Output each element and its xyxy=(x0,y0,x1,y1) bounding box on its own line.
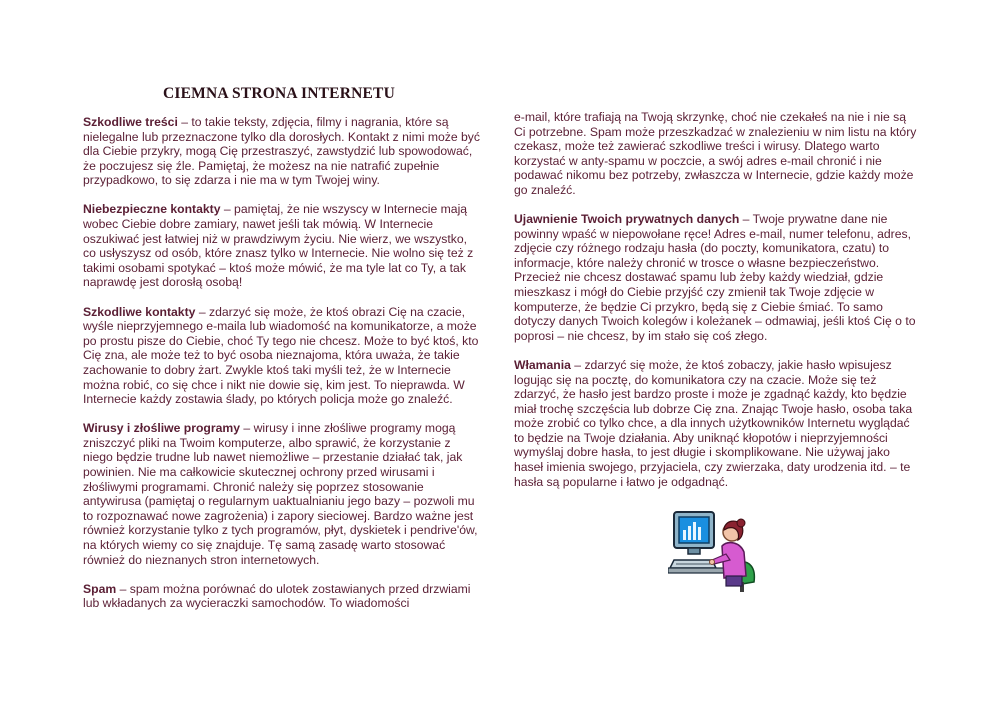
paragraph-text: – pamiętaj, że nie wszyscy w Internecie mają wobec Ciebie dobre zamiary, nawet jeśli tak mówią. W Internecie oszukiwać jest łatwiej niż w prawdziwym życiu. Nie wierz, we wszystko, co usłyszysz od osób, które znasz tylko w Internecie. Nie wolno się też z takimi osobami spotykać – ktoś może mówić, że ma tyle lat co Ty, a tak naprawdę jest dorosłą osobą! xyxy=(83,202,474,290)
paragraph-private-data xyxy=(514,212,919,343)
right-column xyxy=(514,110,919,504)
paragraph-text: e-mail, które trafiają na Twoją skrzynkę, choć nie czekałeś na nie i nie są Ci potrzebne. Spam może przeszkadzać w znalezieniu w nim listu na który czekasz, może też zawierać szkodliwe treści i wirusy. Dlatego warto korzystać w anty-spamu w poczcie, a swój adres e-mail chronić i nie podawać nikomu bez potrzeby, zwłaszcza w Internecie, gdzie każdy może go znaleźć. xyxy=(514,110,917,197)
paragraph-heading: Szkodliwe treści xyxy=(83,115,178,129)
paragraph-heading: Szkodliwe kontakty xyxy=(83,304,196,319)
computer-user-clipart-icon xyxy=(668,502,760,594)
paragraph-dangerous-contacts xyxy=(83,202,483,290)
paragraph-text: – wirusy i inne złośliwe programy mogą zniszczyć pliki na Twoim komputerze, albo sprawić, że korzystanie z niego będzie trudne lub nawet niemożliwe – przestanie działać tak, jak powinien. Nie ma całkowicie skutecznej ochrony przed wirusami i złośliwymi programami. Chronić należy się poprzez stosowanie antywirusa (pamiętaj o regularnym uaktualnianiu jego bazy – pozwoli mu to rozpoznawać nowe zagrożenia) i zapory sieciowej. Bardzo ważne jest również korzystanie tylko z tych programów, płyt, dyskietek i pendrive'ów, na których wiemy co się znajduje. Tę samą zasadę warto stosować również do nieznanych stron internetowych. xyxy=(83,421,478,567)
paragraph-heading: Ujawnienie Twoich prywatnych danych xyxy=(514,212,740,227)
paragraph-spam xyxy=(83,582,483,611)
paragraph-harmful-contacts xyxy=(83,305,483,407)
left-column xyxy=(83,115,483,625)
paragraph-text: – spam można porównać do ulotek zostawianych przed drzwiami lub wkładanych za wycieraczki samochodów. To wiadomości xyxy=(83,581,471,611)
paragraph-harmful-content xyxy=(83,115,483,188)
paragraph-break-ins xyxy=(514,358,919,489)
document-title: CIEMNA STRONA INTERNETU xyxy=(163,85,395,102)
paragraph-spam-continued xyxy=(514,110,919,198)
paragraph-heading: Włamania xyxy=(514,357,571,372)
paragraph-heading: Wirusy i złośliwe programy xyxy=(83,421,241,436)
paragraph-text: – to takie teksty, zdjęcia, filmy i nagrania, które są nielegalne lub przeznaczone tylko dla dorosłych. Kontakt z nimi może być dla Ciebie przykry, mogą Cię przestraszyć, zawstydzić lub spowodować, że poczujesz się źle. Pamiętaj, że możesz na nie natrafić zupełnie przypadkowo, to się zdarza i nie ma w tym Twojej winy. xyxy=(83,115,480,188)
paragraph-heading: Niebezpieczne kontakty xyxy=(83,202,221,217)
paragraph-viruses xyxy=(83,421,483,567)
paragraph-text: – Twoje prywatne dane nie powinny wpaść w niepowołane ręce! Adres e-mail, numer telefonu, adres, zdjęcie czy różnego rodzaju hasła (do poczty, komunikatora, czatu) to informacje, które należy chronić w trosce o własne bezpieczeństwo. Przecież nie chcesz dostawać spamu lub żeby każdy wiedział, gdzie mieszkasz i mógł do Ciebie przyjść czy zmienił tak Twoje zdjęcie w komputerze, że będzie Ci przykro, będą się z Ciebie śmiać. To samo dotyczy danych Twoich kolegów i koleżanek – odmawiaj, jeśli ktoś Cię o to poprosi – nie chcesz, by im stało się coś złego. xyxy=(514,212,916,343)
paragraph-text: – zdarzyć się może, że ktoś zobaczy, jakie hasło wpisujesz logując się na pocztę, do komunikatora czy na czacie. Może się też zdarzyć, że hasło jest bardzo proste i może je zgadnąć każdy, kto będzie miał trochę szczęścia lub dobrze Cię zna. Znając Twoje hasło, osoba taka może zrobić co tylko chce, a dla innych użytkowników Internetu wyglądać to będzie na Twoje działania. Aby uniknąć kłopotów i nieprzyjemności wymyślaj dobre hasła, to jest długie i skomplikowane. Nie używaj jako haseł imienia swojego, przyjaciela, czy zwierzaka, daty urodzenia itd. – te hasła są popularne i łatwo je odgadnąć. xyxy=(514,357,913,489)
paragraph-heading: Spam xyxy=(83,581,117,596)
paragraph-text: – zdarzyć się może, że ktoś obrazi Cię na czacie, wyśle nieprzyjemnego e-maila lub wiadomość na komunikatorze, a może po prostu pisze do Ciebie, choć Ty tego nie chcesz. Może to być ktoś, kto Cię zna, ale może też to być osoba nieznajoma, która uważa, że takie zachowanie to dobry żart. Zwykle ktoś taki myśli też, że w Internecie można robić, co się chce i nikt nie dowie się, kim jest. To nieprawda. W Internecie każdy zostawia ślady, po których policja może go znaleźć. xyxy=(83,304,479,407)
